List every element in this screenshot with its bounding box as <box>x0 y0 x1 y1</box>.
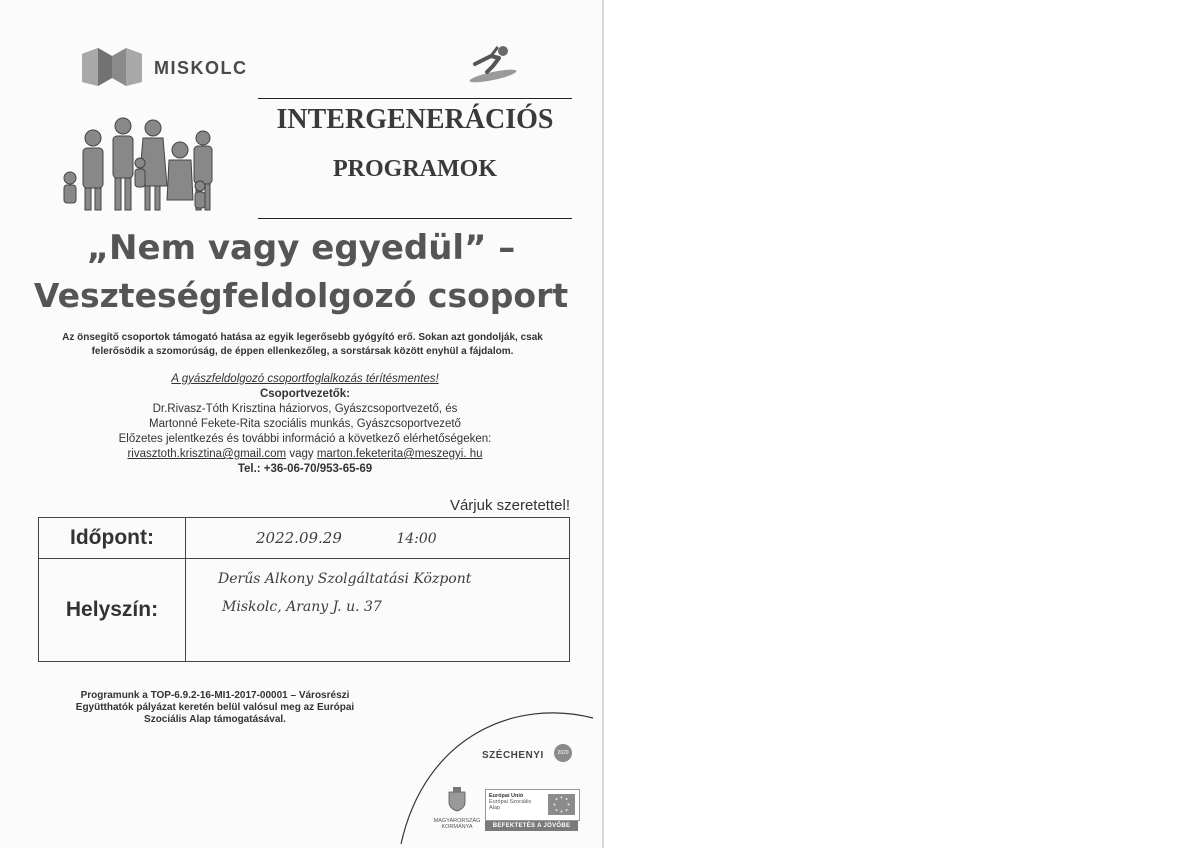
event-title-line2: Veszteségfeldolgozó csoport <box>33 276 569 315</box>
leader-2: Martonné Fekete-Rita szociális munkás, Gyászcsoportvezető <box>149 418 461 430</box>
blank-second-page <box>604 0 1200 848</box>
place-label: Helyszín: <box>39 559 186 662</box>
coat-of-arms-icon <box>447 786 467 812</box>
free-note: A gyászfeldolgozó csoportfoglalkozás térítésmentes! <box>171 373 439 385</box>
szechenyi-label: SZÉCHENYI <box>482 750 544 761</box>
email-link-1[interactable]: rivasztoth.krisztina@gmail.com <box>127 448 287 460</box>
gov-line1: MAGYARORSZÁG <box>433 818 481 824</box>
miskolc-logo-icon <box>80 46 144 88</box>
intro-line2: felerősödik a szomorúság, de éppen ellenkezőleg, a sorstársak között enyhül a fájdalom. <box>91 346 514 357</box>
eu-text <box>489 793 539 811</box>
snowboarder-icon <box>465 42 520 84</box>
place-line1: Derűs Alkony Szolgáltatási Központ <box>218 571 472 587</box>
registration-text: Előzetes jelentkezés és további információ a következő elérhetőségeken: <box>118 433 492 445</box>
program-title-line2: PROGRAMOK <box>333 156 497 182</box>
government-label <box>430 818 484 830</box>
szechenyi-2020-badge: 2020 <box>554 744 572 762</box>
title-top-rule <box>258 98 572 99</box>
closing-text: Várjuk szeretettel! <box>449 497 570 514</box>
program-title-line1: INTERGENERÁCIÓS <box>276 104 554 135</box>
eu-fund-block <box>485 789 580 821</box>
eu-line3: Alap <box>489 805 501 811</box>
eu-line1: Európai Unió <box>489 793 524 799</box>
intro-line1: Az önsegítő csoportok támogató hatása az egyik legerősebb gyógyító erő. Sokan azt gondolják, csak <box>62 332 543 343</box>
event-title-line1: „Nem vagy egyedül” – <box>86 228 516 268</box>
place-value-cell <box>186 559 570 662</box>
time-value: 14:00 <box>396 530 437 547</box>
eu-line2: Európai Szociális <box>489 799 532 805</box>
title-bottom-rule <box>258 218 572 219</box>
leaders-heading: Csoportvezetők: <box>259 388 351 400</box>
funding-footer <box>40 690 390 726</box>
place-line2: Miskolc, Arany J. u. 37 <box>222 599 382 615</box>
date-value: 2022.09.29 <box>256 528 342 547</box>
place-row <box>39 559 570 662</box>
eu-flag-icon <box>548 794 575 815</box>
info-block <box>60 372 550 477</box>
footer-line3: Szociális Alap támogatásával. <box>144 714 286 725</box>
city-logo-text: MISKOLC <box>154 58 248 78</box>
email-link-2[interactable]: marton.feketerita@meszegyi. hu <box>316 448 483 460</box>
time-value-cell <box>186 518 570 559</box>
family-illustration-icon <box>55 108 225 213</box>
email-joiner: vagy <box>289 448 314 460</box>
contact-emails <box>60 447 550 462</box>
leader-1: Dr.Rivasz-Tóth Krisztina háziorvos, Gyászcsoportvezető, és <box>152 403 458 415</box>
phone-number: Tel.: +36-06-70/953-65-69 <box>237 463 373 475</box>
eu-slogan-bar: BEFEKTETÉS A JÖVŐBE <box>485 821 578 831</box>
footer-line2: Együtthatók pályázat keretén belül valósul meg az Európai <box>75 702 355 713</box>
gov-line2: KORMÁNYA <box>441 824 473 830</box>
intro-text <box>30 331 575 359</box>
time-label: Időpont: <box>39 518 186 559</box>
time-row <box>39 518 570 559</box>
footer-line1: Programunk a TOP-6.9.2-16-MI1-2017-00001 – Városrészi <box>80 690 350 701</box>
schedule-table <box>38 517 570 662</box>
